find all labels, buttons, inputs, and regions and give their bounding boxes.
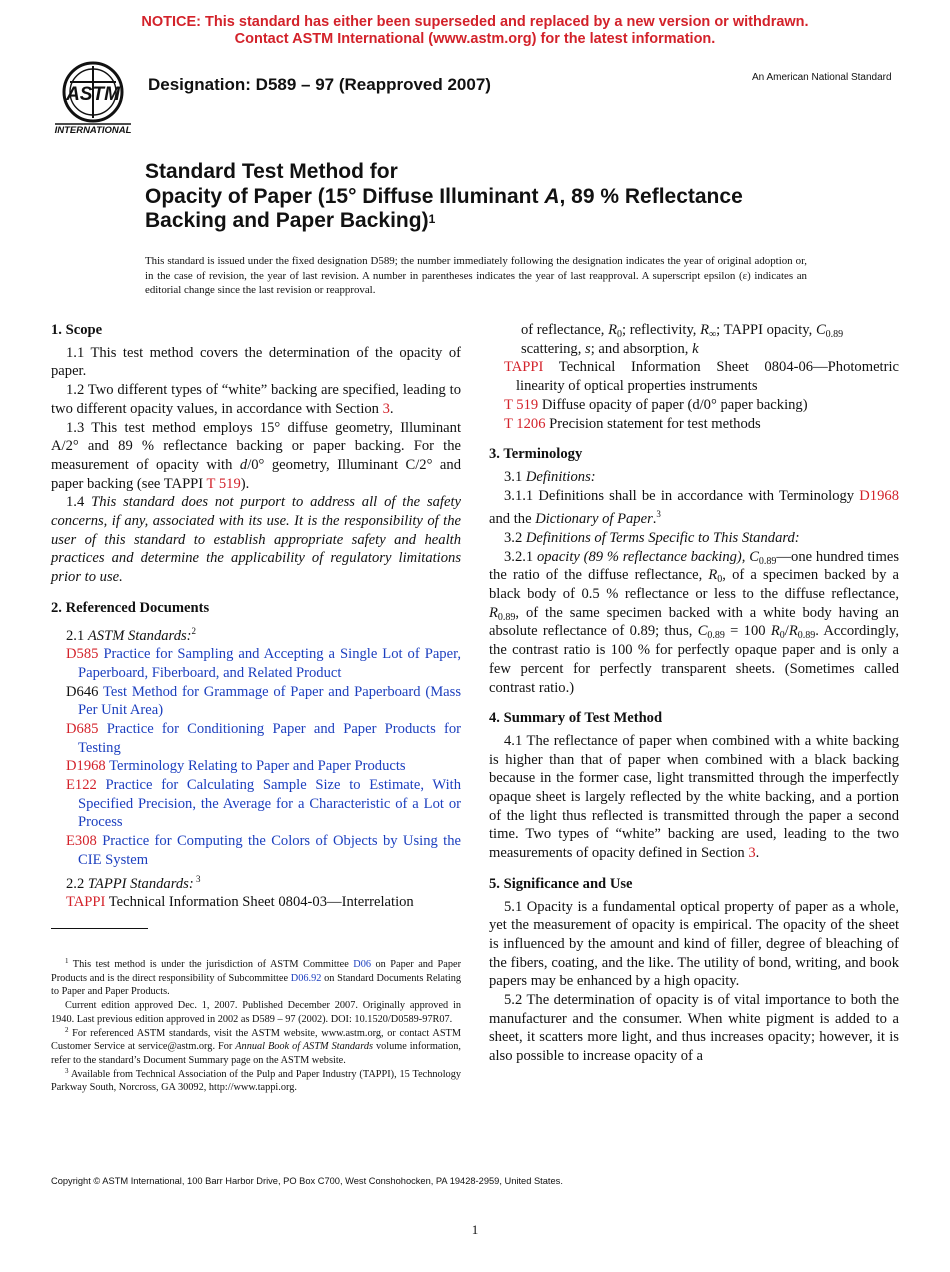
ref-d585[interactable]: D585 Practice for Sampling and Accepting a Single Lot of Paper, Paperboard, Fiberboard, and Related Product	[66, 646, 461, 681]
ref-d685[interactable]: D685 Practice for Conditioning Paper and Paper Products for Testing	[66, 720, 462, 756]
d1968-link[interactable]: D1968	[859, 487, 899, 504]
footnote-1-edition: Current edition approved Dec. 1, 2007. Published December 2007. Originally approved in 1940. Last previous edition approved in 2002 as D589 – 97 (2002). DOI: 10.1520/D0589-97R07.	[51, 1000, 461, 1025]
ref-d646[interactable]: D646 Test Method for Grammage of Paper and Paperboard (Mass Per Unit Area)	[66, 683, 462, 719]
para-1-3: 1.3 This test method employs 15° diffuse geometry, Illuminant A/2° and 89 % reflectance backing or paper backing. For the measurement of opacity with d/0° geometry, Illuminant C/2° and paper backing (see TAPPI T 519).	[51, 419, 462, 492]
section-1-heading: 1. Scope	[51, 322, 103, 338]
logo-caption: INTERNATIONAL	[54, 125, 132, 136]
notice-line-1: NOTICE: This standard has either been superseded and replaced by a new version or withdrawn.	[141, 14, 809, 30]
ref-t1206[interactable]: T 1206 Precision statement for test methods	[504, 415, 761, 432]
notice-line-2: Contact ASTM International (www.astm.org) for the latest information.	[234, 31, 716, 47]
section-4-heading: 4. Summary of Test Method	[489, 710, 663, 727]
astm-references-list	[51, 645, 461, 869]
copyright-line: Copyright © ASTM International, 100 Barr Harbor Drive, PO Box C700, West Conshohocken, PA 19428-2959, United States.	[51, 1176, 563, 1186]
ref-tappi-0804-03-start[interactable]: TAPPI Technical Information Sheet 0804-03—Interrelation	[66, 894, 414, 911]
logo-letters: ASTM	[66, 84, 120, 105]
footnote-2: $^2$ For referenced ASTM standards, visit the ASTM website, www.astm.org, or contact ASTM Customer Service at service@astm.org. For Annual Book of ASTM Standards volume information, refer to the standard’s Document Summary page on the ASTM website.	[51, 1025, 461, 1066]
section-3-link-2[interactable]: 3	[748, 845, 756, 862]
para-3-2: 3.2 Definitions of Terms Specific to This Standard:	[504, 529, 800, 546]
section-5-heading: 5. Significance and Use	[489, 875, 633, 892]
section-2-heading: 2. Referenced Documents	[51, 599, 210, 616]
d06-92-link[interactable]: D06.92	[290, 972, 322, 984]
ref-t519[interactable]: T 519 Diffuse opacity of paper (d/0° paper backing)	[504, 396, 808, 413]
astm-logo	[52, 60, 134, 136]
title-line-2: Opacity of Paper (15° Diffuse Illuminant A, 89 % Reflectance	[145, 184, 743, 208]
footnote-3: $^3$ Available from Technical Association of the Pulp and Paper Industry (TAPPI), 15 Technology Parkway South, Norcross, GA 30092, http://www.tappi.org.	[51, 1066, 461, 1094]
ref-tappi-0804-06[interactable]: TAPPI Technical Information Sheet 0804-06—Photometric linearity of optical properties instruments	[504, 359, 899, 395]
ref-e308[interactable]: E308 Practice for Computing the Colors of Objects by Using the CIE System	[66, 833, 461, 868]
footnote-1: $^1$ This test method is under the jurisdiction of ASTM Committee D06 on Paper and Paper Products and is the direct responsibility of Subcommittee D06.92 on Standard Documents Relating to Paper and Paper Products.	[51, 957, 462, 998]
national-standard-label: An American National Standard	[752, 72, 892, 83]
section-3-link[interactable]: 3	[382, 400, 390, 417]
para-3-1: 3.1 Definitions:	[504, 468, 596, 485]
footnote-rule	[51, 928, 148, 929]
para-3-2-1: 3.2.1 opacity (89 % reflectance backing), $C_{0.89}—one$ hundred times the ratio of the diffuse reflectance, $R_0$, of a specimen backed by a black body of 0.5 % reflectance or less to the diffuse reflectance, $R_{0.89}$, of the same specimen backed with a white body having an absolute reflectance of 0.89; thus, $C_{0.89} = 100$ $R_0/R_{0.89}$. Accordingly, the contrast ratio is 100 % for perfectly opaque paper and is only a few percent for perfectly transparent sheets. (Sometimes called contrast ratio.)	[489, 548, 900, 696]
ref-tappi-0804-03-cont: of reflectance, $R_0$; reflectivity, $R_\infty$; TAPPI opacity, $C_{0.89}$ scattering, s; and absorption, k	[521, 322, 844, 357]
para-1-1: 1.1 This test method covers the determination of the opacity of paper.	[51, 344, 461, 380]
withdrawal-notice	[0, 14, 950, 48]
issuance-note: This standard is issued under the fixed designation D589; the number immediately following the designation indicates the year of original adoption or, in the case of revision, the year of last revision. A number in parentheses indicates the year of last reapproval. A superscript epsilon (ε) indicates an editorial change since the last revision or reapproval.	[145, 255, 807, 297]
d06-link[interactable]: D06	[353, 959, 372, 970]
ref-e122[interactable]: E122 Practice for Calculating Sample Size to Estimate, With Specified Precision, the Average for a Characteristic of a Lot or Process	[66, 777, 461, 831]
para-1-4: 1.4 This standard does not purport to address all of the safety concerns, if any, associated with its use. It is the responsibility of the user of this standard to establish appropriate safety and health practices and determine the applicability of regulatory limitations prior to use.	[51, 494, 461, 586]
para-4-1: 4.1 The reflectance of paper when combined with a white backing is higher than that of paper when combined with a black backing because in the former case, light transmitted through the imperfectly opaque sheet is largely reflected by the white backing, and a portion of the light thus reflected is transmitted through the paper a second time. Two types of “white” backing are used, leading to the two measurements of opacity defined in Section 3.	[489, 732, 899, 862]
para-5-2: 5.2 The determination of opacity is of vital importance to both the manufacturer and the consumer. When white pigment is added to a sheet, it scatters more light, and thus increases opacity; however, it is also possible to increase opacity of a	[489, 992, 899, 1065]
document-title	[145, 160, 865, 234]
para-3-1-1: 3.1.1 Definitions shall be in accordance with Terminology D1968 and the Dictionary of Paper.$^3$	[489, 487, 899, 528]
footnotes	[51, 958, 461, 1095]
para-5-1: 5.1 Opacity is a fundamental optical property of paper as a whole, yet the measurement of opacity is empirical. The opacity of the sheet is influenced by the amount and kind of filler, degree of bleaching of the fibers, coating, and the like. The utility of bond, writing, and book papers may be enhanced by a high opacity.	[489, 898, 899, 990]
left-column	[51, 321, 461, 937]
title-line-1: Standard Test Method for	[145, 160, 398, 183]
designation: Designation: D589 – 97 (Reapproved 2007)	[148, 75, 491, 94]
title-line-3: Backing and Paper Backing)$^1$	[145, 209, 436, 232]
section-3-heading: 3. Terminology	[489, 446, 583, 463]
t519-link[interactable]: T 519	[206, 475, 241, 492]
page-number: 1	[471, 1222, 479, 1237]
para-2-1: 2.1 ASTM Standards:$^2$	[66, 625, 197, 644]
ref-d1968[interactable]: D1968 Terminology Relating to Paper and Paper Products	[66, 758, 406, 775]
right-column	[489, 321, 899, 1066]
para-1-2: 1.2 Two different types of “white” backing are specified, leading to two different opacity values, in accordance with Section 3.	[51, 382, 461, 417]
para-2-2: 2.2 TAPPI Standards: $^3$	[66, 873, 201, 892]
